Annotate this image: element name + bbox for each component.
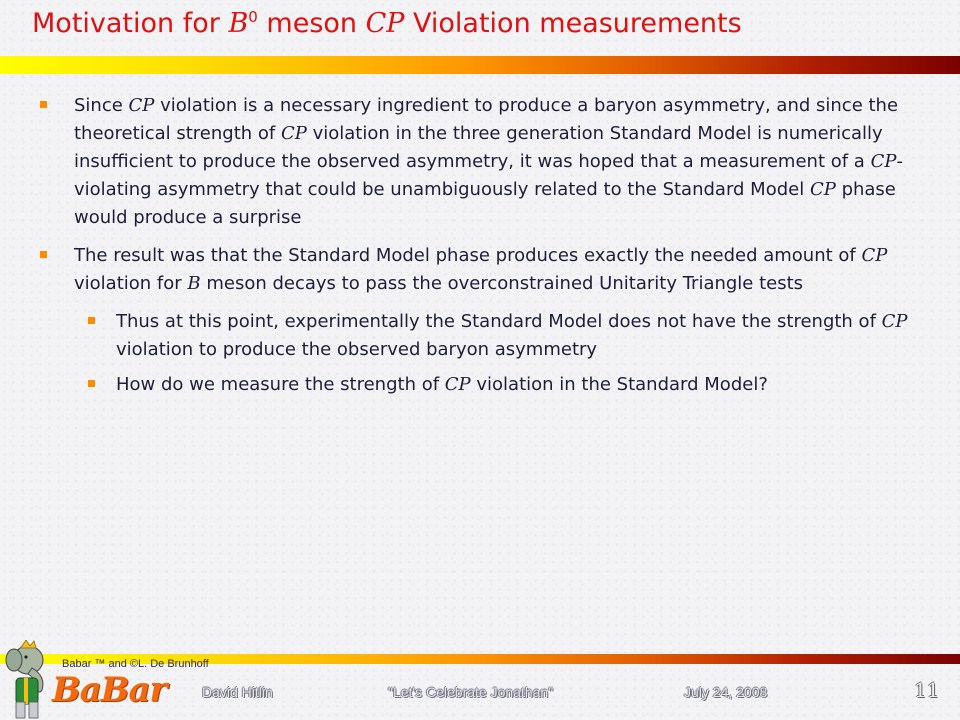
bullet-item: [40, 92, 940, 232]
math-symbol: B: [187, 273, 201, 294]
text-run: violation in the Standard Model?: [470, 374, 768, 395]
text-run: violation is a necessary ingredient to produce a baryon asymmetry, and since the theoretical strength of: [74, 95, 899, 144]
math-symbol: CP: [861, 245, 888, 266]
bullet-square-icon: [40, 251, 47, 258]
math-symbol: CP: [444, 374, 471, 395]
title-b-symbol: B: [228, 8, 249, 39]
title-gradient-bar: [0, 56, 960, 74]
bullet-square-icon: [88, 380, 95, 387]
sub-bullet-text: [116, 371, 940, 399]
text-run: Since: [74, 95, 129, 116]
text-run: meson decays to pass the overconstrained Unitarity Triangle tests: [200, 273, 804, 294]
slide-content: [40, 92, 940, 406]
math-symbol: CP: [870, 151, 897, 172]
sub-bullet-text: [116, 308, 940, 364]
text-run: violation to produce the observed baryon asymmetry: [116, 339, 598, 360]
footer-author: David Hitlin: [202, 684, 273, 700]
math-symbol: CP: [881, 311, 908, 332]
sub-bullet-item: [40, 371, 940, 399]
title-superscript: 0: [248, 8, 258, 26]
math-symbol: CP: [280, 123, 307, 144]
bullet-text: [74, 92, 940, 232]
slide-title: Motivation for $B^0$ meson CP Violation measurements: [32, 8, 742, 39]
footer-event: "Let's Celebrate Jonathan": [388, 684, 554, 700]
bullet-item: [40, 242, 940, 298]
bullet-square-icon: [40, 101, 47, 108]
bullet-square-icon: [88, 317, 95, 324]
sub-bullet-item: [40, 308, 940, 364]
babar-elephant-icon: [2, 640, 58, 720]
math-symbol: CP: [809, 179, 836, 200]
text-run: -violating asymmetry that could be unambiguously related to the Standard Model: [74, 151, 903, 200]
page-number: 11: [914, 678, 940, 702]
text-run: phase would produce a surprise: [74, 179, 896, 228]
text-run: The result was that the Standard Model phase produces exactly the needed amount of: [74, 245, 862, 266]
footer-date: July 24, 2008: [684, 684, 768, 700]
text-run: violation for: [74, 273, 188, 294]
text-run: How do we measure the strength of: [116, 374, 445, 395]
text-run: violation in the three generation Standard Model is numerically insufficient to produce the observed asymmetry, it was hoped that a measurement of a: [74, 123, 883, 172]
babar-logo: BaBar: [52, 670, 167, 710]
text-run: Thus at this point, experimentally the Standard Model does not have the strength of: [116, 311, 882, 332]
copyright-credit: Babar ™ and ©L. De Brunhoff: [62, 658, 209, 670]
title-cp-symbol: CP: [365, 8, 405, 39]
math-symbol: CP: [128, 95, 155, 116]
bullet-text: [74, 242, 940, 298]
